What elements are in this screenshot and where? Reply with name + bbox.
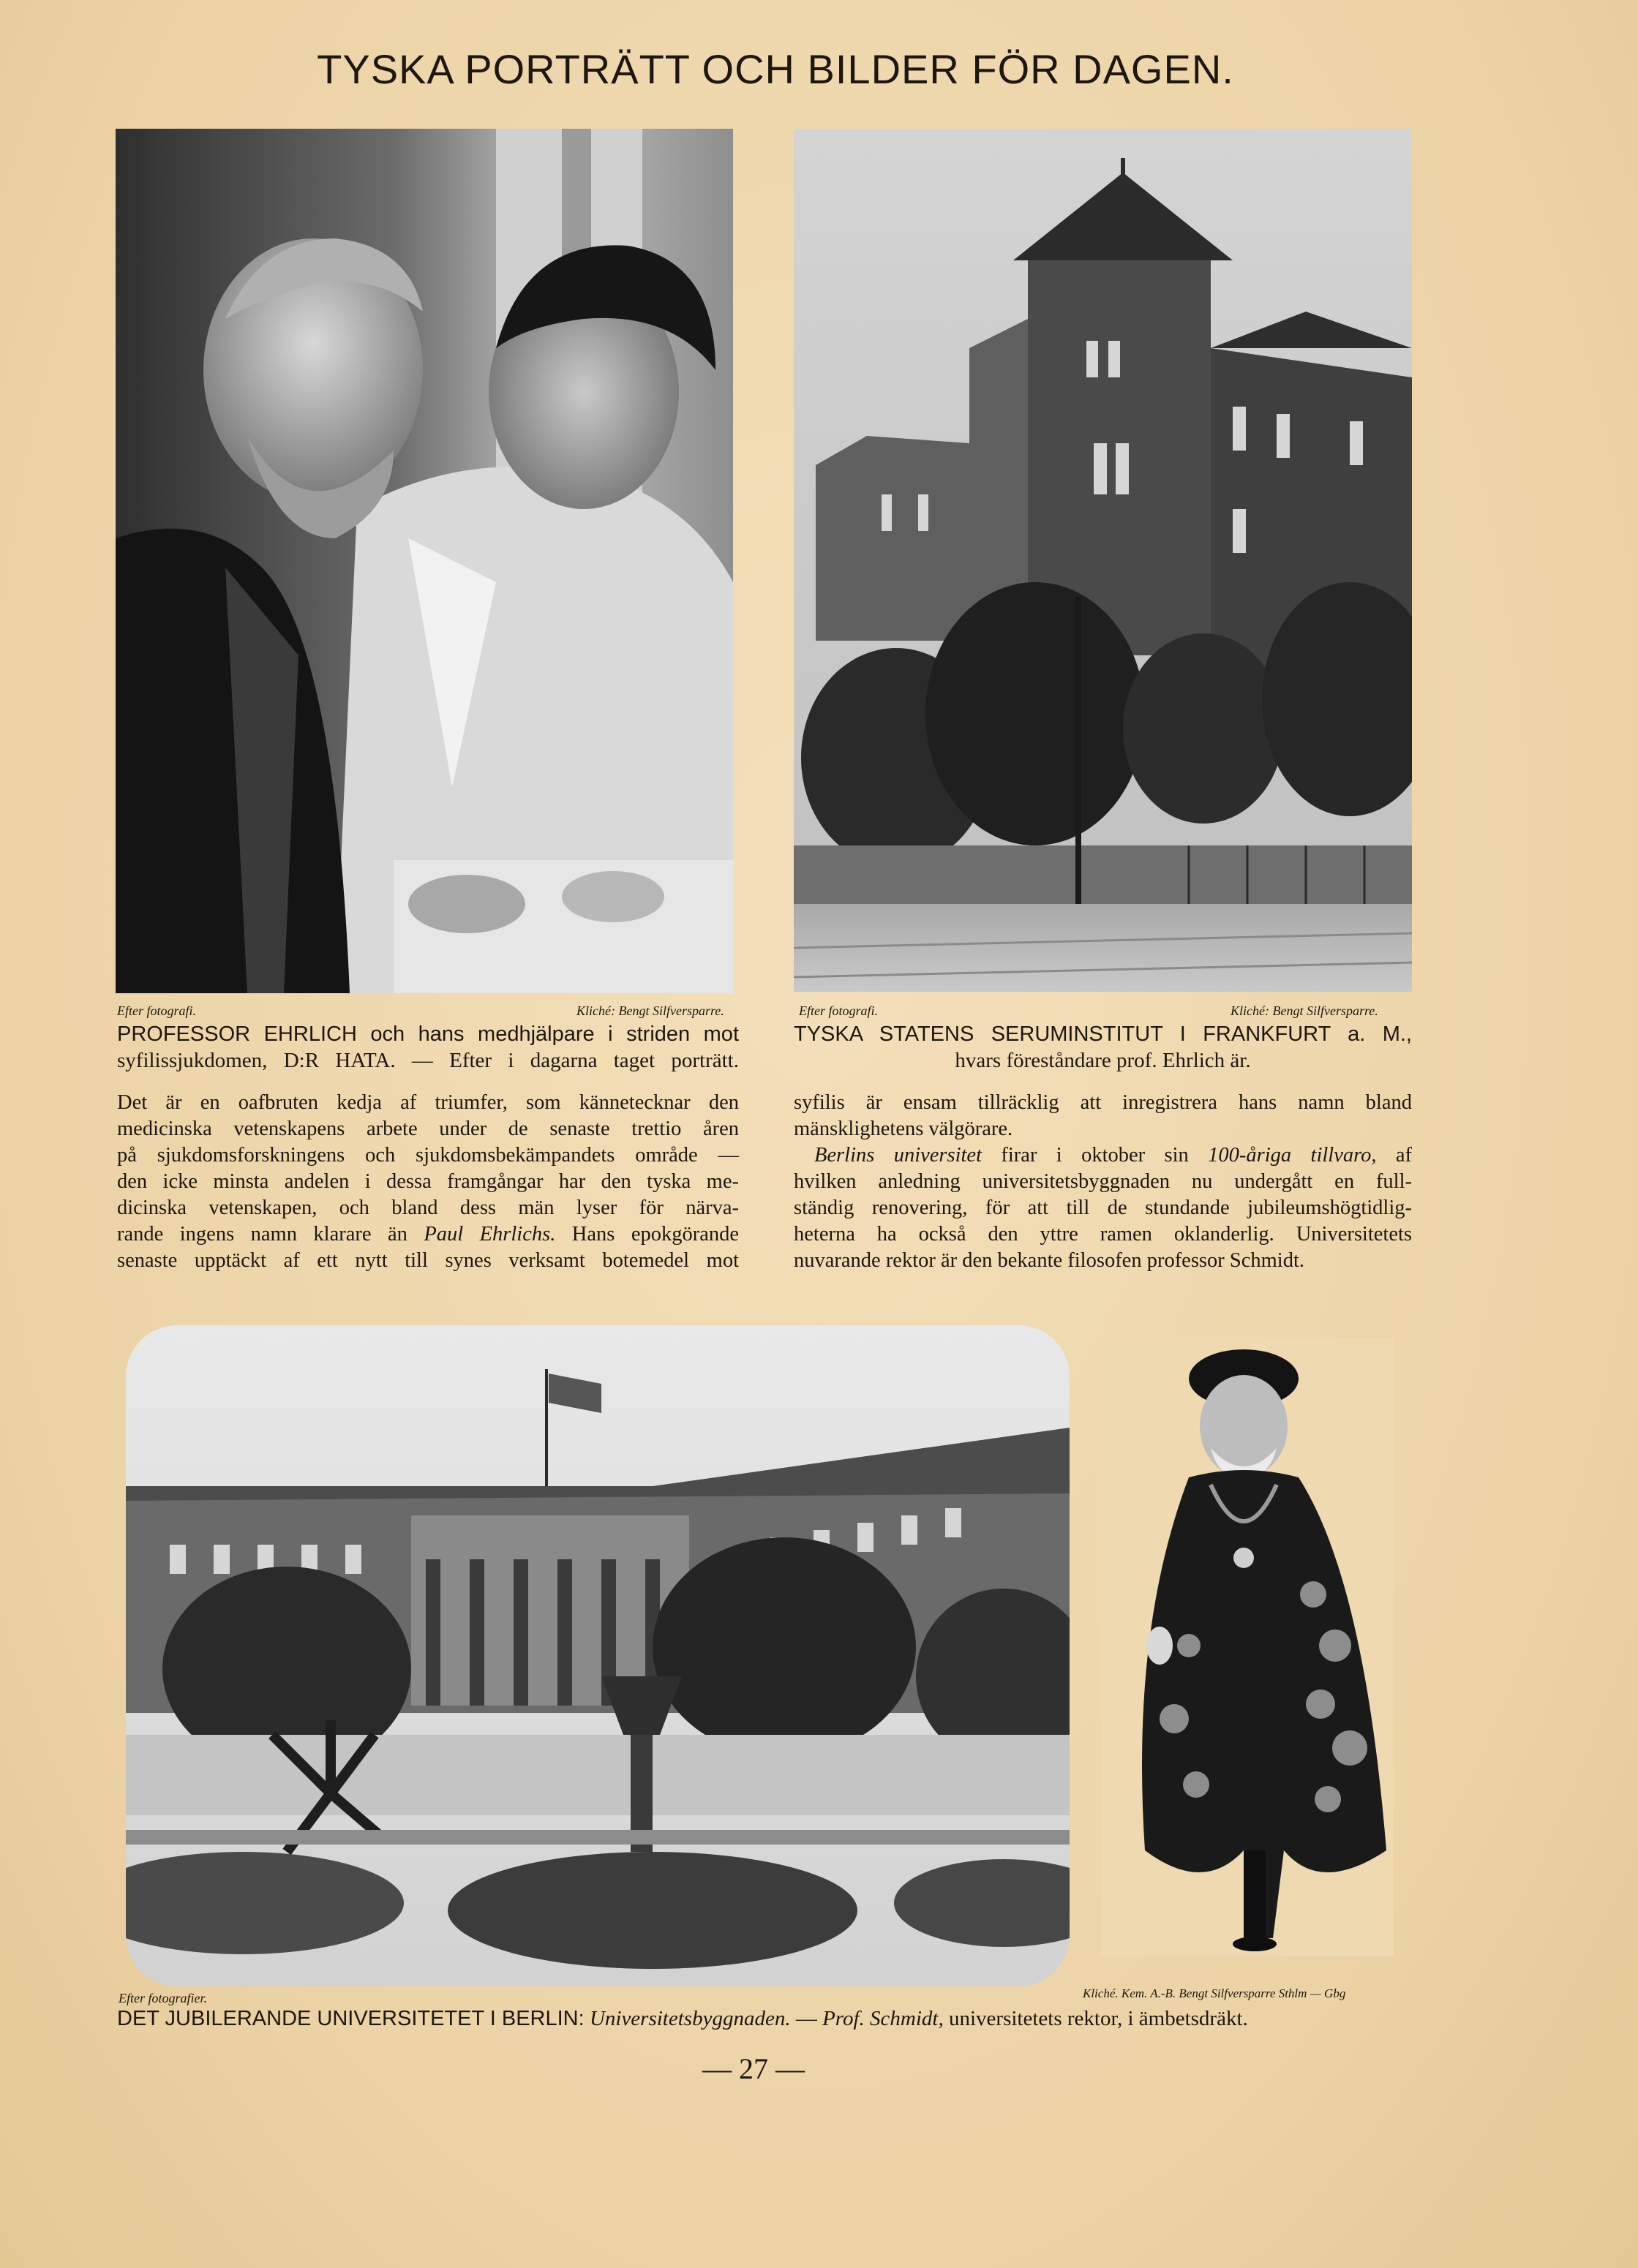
article-line-mixed bbox=[794, 1142, 1412, 1169]
ehrlich-caption-line2: syfilissjukdomen, D:R HATA. — Efter i dagarna taget porträtt. bbox=[117, 1049, 739, 1072]
university-building-photo bbox=[126, 1325, 1070, 1986]
ehrlich-hata-photo bbox=[116, 129, 733, 993]
article-line: på sjukdomsforskningens och sjukdomsbekämpandets område — bbox=[117, 1144, 739, 1167]
ehrlich-caption-line1: PROFESSOR EHRLICH och hans medhjälpare i striden mot bbox=[117, 1022, 739, 1046]
article-line: syfilis är ensam tillräcklig att inregistrera hans namn bland bbox=[794, 1091, 1412, 1114]
institute-caption-line2: hvars föreståndare prof. Ehrlich är. bbox=[955, 1049, 1251, 1072]
institute-photo-credit-right: Kliché: Bengt Silfversparre. bbox=[1231, 1003, 1378, 1018]
institute-photo-credit-left: Efter fotografi. bbox=[799, 1003, 878, 1018]
bottom-caption-prefix: DET JUBILERANDE UNIVERSITETET I BERLIN: bbox=[117, 2007, 585, 2030]
university-photo-credit-left: Efter fotografier. bbox=[119, 1991, 207, 2005]
bottom-caption-suffix: universitetets rektor, i ämbetsdräkt. bbox=[949, 2007, 1248, 2030]
university-photo-credit-right: Kliché. Kem. A.-B. Bengt Silfversparre Sthlm — Gbg bbox=[1083, 1986, 1346, 2000]
article-line: medicinska vetenskapens arbete under de senaste trettio åren bbox=[117, 1118, 739, 1140]
institute-caption bbox=[794, 1021, 1412, 1074]
institute-caption-line1: TYSKA STATENS SERUMINSTITUT I FRANKFURT a. M., bbox=[794, 1022, 1412, 1046]
article-text: firar i oktober sin bbox=[1001, 1144, 1189, 1167]
page-title: TYSKA PORTRÄTT OCH BILDER FÖR DAGEN. bbox=[317, 46, 1234, 92]
article-italic: Berlins universitet bbox=[814, 1144, 983, 1167]
article-name-italic: Paul Ehrlichs. bbox=[424, 1223, 556, 1246]
article-text: Hans epokgörande bbox=[571, 1223, 740, 1246]
article-left-column bbox=[117, 1090, 739, 1274]
bottom-caption-schmidt: Prof. Schmidt, bbox=[822, 2007, 944, 2030]
article-line-mixed bbox=[117, 1221, 739, 1248]
serum-institute-photo bbox=[794, 129, 1412, 992]
article-line: mänsklighetens välgörare. bbox=[794, 1118, 1013, 1140]
article-italic: 100-åriga tillvaro, bbox=[1208, 1144, 1377, 1167]
article-line: heterna ha också den yttre ramen oklanderlig. Universitetets bbox=[794, 1223, 1412, 1246]
article-line: dicinska vetenskapen, och bland dess män lyser för närva- bbox=[117, 1197, 739, 1219]
article-line: den icke minsta andelen i dessa framgångar har den tyska me- bbox=[117, 1170, 739, 1193]
article-line: ständig renovering, för att till de stundande jubileumshögtidlig- bbox=[794, 1197, 1412, 1219]
article-line: Det är en oafbruten kedja af triumfer, som kännetecknar den bbox=[117, 1091, 739, 1114]
bottom-caption bbox=[117, 2005, 1412, 2032]
bottom-caption-dash: — bbox=[795, 2007, 817, 2030]
page-number: — 27 — bbox=[702, 2052, 805, 2085]
article-text: rande ingens namn klarare än bbox=[117, 1223, 407, 1246]
bottom-caption-building: Universitetsbyggnaden. bbox=[589, 2007, 791, 2030]
ehrlich-photo-credit-left: Efter fotografi. bbox=[117, 1003, 196, 1018]
ehrlich-caption bbox=[117, 1021, 739, 1074]
article-right-column bbox=[794, 1090, 1412, 1274]
article-line: nuvarande rektor är den bekante filosofen professor Schmidt. bbox=[794, 1249, 1305, 1272]
article-line: hvilken anledning universitetsbyggnaden nu undergått en full- bbox=[794, 1170, 1412, 1193]
ehrlich-photo-credit-right: Kliché: Bengt Silfversparre. bbox=[576, 1003, 724, 1018]
article-text: af bbox=[1395, 1144, 1413, 1167]
article-line: senaste upptäckt af ett nytt till synes verksamt botemedel mot bbox=[117, 1249, 739, 1272]
prof-schmidt-photo bbox=[1101, 1338, 1394, 1956]
